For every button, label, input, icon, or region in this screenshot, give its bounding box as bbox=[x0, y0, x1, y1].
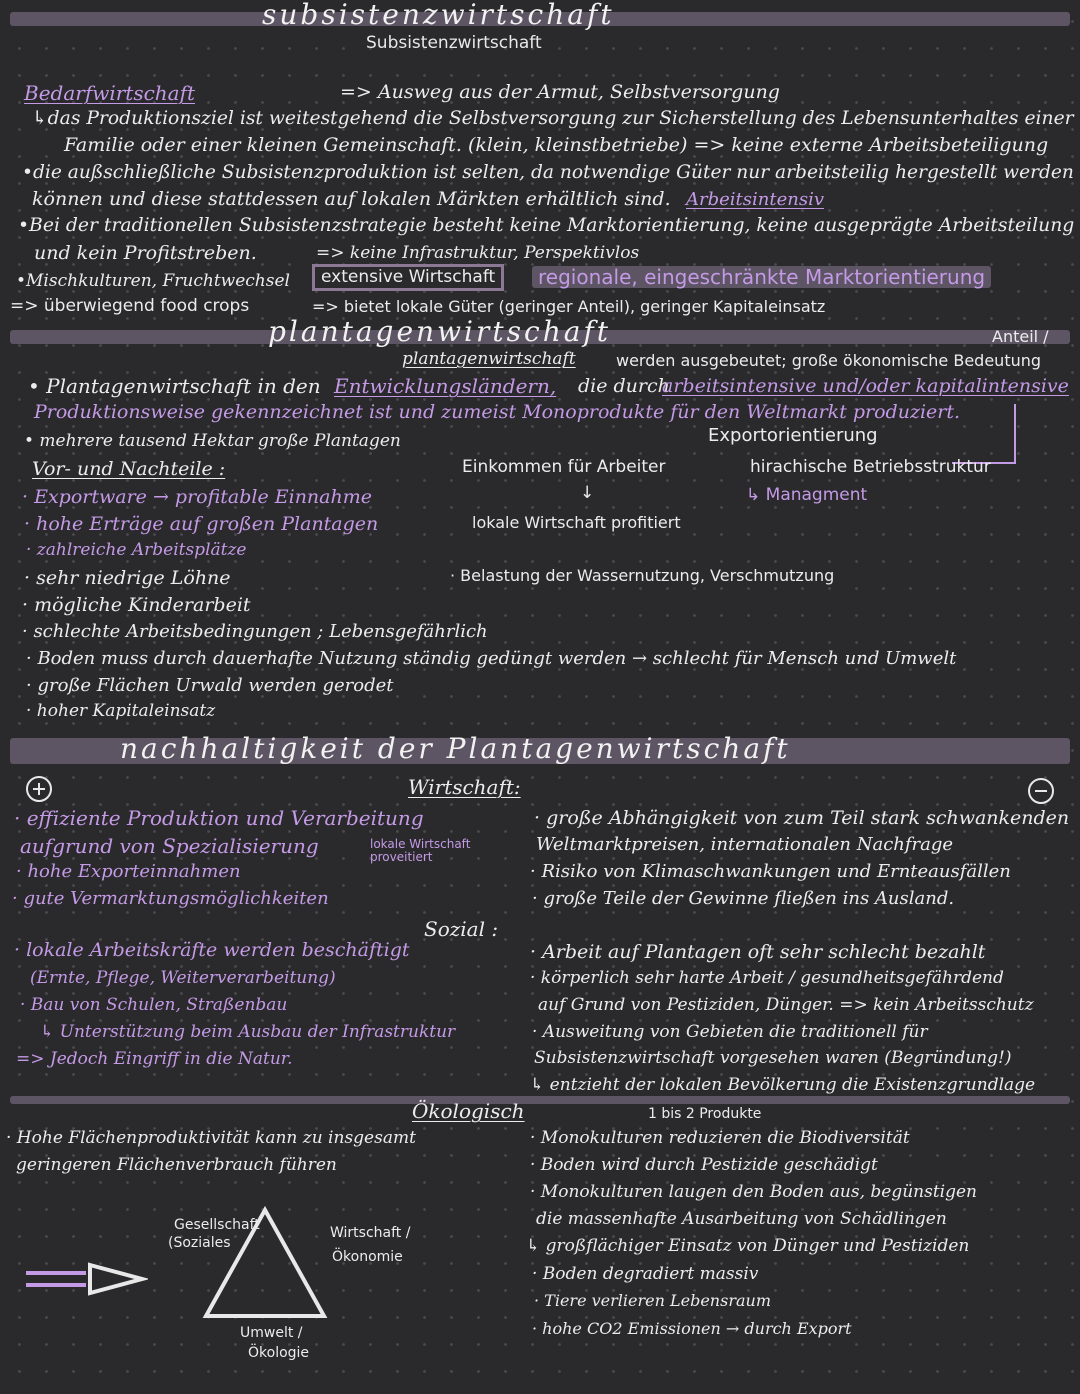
note-line: => Jedoch Eingriff in die Natur. bbox=[16, 1049, 293, 1069]
minus-circle-icon bbox=[1028, 778, 1054, 804]
note-line: => keine Infrastruktur, Perspektivlos bbox=[316, 243, 640, 263]
note-line: => bietet lokale Güter (geringer Anteil), geringer Kapitaleinsatz bbox=[312, 297, 826, 316]
category-wirtschaft: Wirtschaft: bbox=[408, 775, 521, 799]
note-line: · sehr niedrige Löhne bbox=[24, 567, 231, 589]
section-band-oekologisch bbox=[10, 1096, 1070, 1104]
note-line: · hohe Exporteinnahmen bbox=[16, 861, 241, 882]
note-line: die massenhafte Ausarbeitung von Schädlingen bbox=[536, 1209, 947, 1229]
heading-vor-nachteile: Vor- und Nachteile : bbox=[32, 458, 226, 480]
term-extensive-wirtschaft: extensive Wirtschaft bbox=[312, 264, 504, 291]
section-heading-nachhaltigkeit: nachhaltigkeit der Plantagenwirtschaft bbox=[120, 732, 791, 765]
note-line: Produktionsweise gekennzeichnet ist und zumeist Monoprodukte für den Weltmarkt produziert. bbox=[34, 401, 961, 423]
note-line: Subsistenzwirtschaft vorgesehen waren (Begründung!) bbox=[534, 1048, 1012, 1068]
note-line: · lokale Arbeitskräfte werden beschäftigt bbox=[14, 939, 410, 961]
note-line: •die außschließliche Subsistenzproduktion ist selten, da notwendige Güter nur arbeitsteilig hergestellt werden bbox=[22, 161, 1074, 183]
note-line: · mögliche Kinderarbeit bbox=[22, 594, 251, 616]
note-line: Familie oder einer kleinen Gemeinschaft. (klein, kleinstbetriebe) => keine externe Arbeitsbeteiligung bbox=[64, 134, 1049, 156]
note-line: · Boden muss durch dauerhafte Nutzung ständig gedüngt werden → schlecht für Mensch und Umwelt bbox=[26, 648, 957, 669]
triangle-label-gesellschaft: Gesellschaft bbox=[174, 1217, 260, 1233]
term-arbeitsintensive: arbeitsintensive und/oder kapitalintensive bbox=[662, 375, 1069, 397]
note-line: (Ernte, Pflege, Weiterverarbeitung) bbox=[30, 968, 336, 988]
term-arbeitsintensiv: Arbeitsintensiv bbox=[686, 189, 824, 210]
note-line: · Arbeit auf Plantagen oft sehr schlecht bezahlt bbox=[530, 941, 986, 963]
note-line: lokale Wirtschaft bbox=[370, 837, 471, 851]
note-line: · große Teile der Gewinne fließen ins Ausland. bbox=[532, 888, 955, 909]
note-line: · hohe CO2 Emissionen → durch Export bbox=[532, 1319, 852, 1338]
note-line: hirachische Betriebsstruktur bbox=[750, 457, 991, 477]
note-line: werden ausgebeutet; große ökonomische Bedeutung bbox=[616, 351, 1042, 370]
note-line: Weltmarktpreisen, internationalen Nachfrage bbox=[536, 834, 954, 855]
note-line: => Ausweg aus der Armut, Selbstversorgung bbox=[340, 81, 780, 103]
note-line: • mehrere tausend Hektar große Plantagen bbox=[24, 431, 401, 451]
note-line: · zahlreiche Arbeitsplätze bbox=[26, 540, 247, 560]
note-line: · große Flächen Urwald werden gerodet bbox=[26, 675, 394, 696]
note-line: ↳ entzieht der lokalen Bevölkerung die Existenzgrundlage bbox=[530, 1075, 1036, 1095]
note-line: Einkommen für Arbeiter bbox=[462, 457, 666, 477]
term-bedarfwirtschaft: Bedarfwirtschaft bbox=[24, 81, 196, 105]
note-line: · Ausweitung von Gebieten die traditionell für bbox=[532, 1022, 928, 1042]
note-line: · Monokulturen reduzieren die Biodiversität bbox=[530, 1128, 910, 1148]
note-line: · Hohe Flächenproduktivität kann zu insgesamt bbox=[6, 1128, 416, 1148]
note-line: · Bau von Schulen, Straßenbau bbox=[20, 995, 288, 1015]
note-line: die durch bbox=[578, 375, 670, 397]
note-line: lokale Wirtschaft profitiert bbox=[472, 513, 681, 532]
note-line: geringeren Flächenverbrauch führen bbox=[16, 1155, 337, 1175]
triangle-label-oekologie: Ökologie bbox=[248, 1345, 310, 1361]
export-bracket bbox=[952, 404, 1016, 464]
triangle-label-oekonomie: Ökonomie bbox=[332, 1249, 403, 1265]
note-line: · Boden wird durch Pestizide geschädigt bbox=[530, 1155, 878, 1175]
section-subheading-plantagen: plantagenwirtschaft bbox=[402, 349, 576, 369]
section-heading-subsistenz: subsistenzwirtschaft bbox=[262, 0, 615, 31]
note-line: · hohe Erträge auf großen Plantagen bbox=[24, 513, 379, 535]
note-line: ↳das Produktionsziel ist weitestgehend die Selbstversorgung zur Sicherstellung des Lebensunterhaltes einer bbox=[32, 107, 1074, 129]
note-line: · Exportware → profitable Einnahme bbox=[22, 486, 372, 508]
note-line: •Bei der traditionellen Subsistenzstrategie besteht keine Marktorientierung, keine ausgeprägte Arbeitsteilung bbox=[18, 214, 1075, 236]
note-line: · Boden degradiert massiv bbox=[532, 1264, 759, 1284]
note-line: ↳ großflächiger Einsatz von Dünger und Pestiziden bbox=[526, 1236, 970, 1256]
note-line: und kein Profitstreben. bbox=[34, 242, 257, 264]
plus-circle-icon bbox=[26, 776, 52, 802]
note-line: · Belastung der Wassernutzung, Verschmutzung bbox=[450, 566, 835, 585]
note-line: · hoher Kapitaleinsatz bbox=[26, 701, 216, 721]
note-anteil: Anteil / bbox=[992, 327, 1049, 346]
note-line: => überwiegend food crops bbox=[10, 296, 250, 316]
note-line: Exportorientierung bbox=[708, 425, 878, 446]
note-line: · gute Vermarktungsmöglichkeiten bbox=[12, 888, 329, 909]
note-line: · Risiko von Klimaschwankungen und Ernteausfällen bbox=[530, 861, 1011, 882]
note-line: aufgrund von Spezialisierung bbox=[20, 834, 319, 858]
section-heading-plantagen: plantagenwirtschaft bbox=[268, 315, 612, 348]
note-line: · körperlich sehr harte Arbeit / gesundheitsgefährdend bbox=[530, 968, 1004, 988]
note-line: · Tiere verlieren Lebensraum bbox=[534, 1291, 771, 1310]
note-line: können und diese stattdessen auf lokalen Märkten erhältlich sind. bbox=[32, 188, 671, 210]
triangle-label-umwelt: Umwelt / bbox=[240, 1325, 303, 1341]
term-regionale-markt: regionale, eingeschränkte Marktorientierung bbox=[532, 266, 991, 288]
category-oekologisch: Ökologisch bbox=[412, 1099, 525, 1123]
note-line: 1 bis 2 Produkte bbox=[648, 1106, 762, 1122]
note-line: ↳ Managment bbox=[746, 485, 868, 505]
triangle-label-wirtschaft: Wirtschaft / bbox=[330, 1225, 411, 1241]
category-sozial: Sozial : bbox=[424, 917, 499, 941]
note-line: •Mischkulturen, Fruchtwechsel bbox=[16, 271, 290, 291]
triangle-label-soziales: (Soziales bbox=[168, 1235, 231, 1251]
note-line: · Monokulturen laugen den Boden aus, begünstigen bbox=[530, 1182, 977, 1202]
note-line: · schlechte Arbeitsbedingungen ; Lebensgefährlich bbox=[22, 621, 488, 642]
note-line: auf Grund von Pestiziden, Dünger. => kein Arbeitsschutz bbox=[538, 995, 1034, 1015]
note-line: · effiziente Produktion und Verarbeitung bbox=[14, 806, 424, 830]
note-line: proveitiert bbox=[370, 850, 433, 864]
section-subheading-subsistenz: Subsistenzwirtschaft bbox=[366, 33, 542, 53]
term-entwicklungslaender: Entwicklungsländern, bbox=[334, 374, 557, 398]
note-line: ↳ Unterstützung beim Ausbau der Infrastruktur bbox=[40, 1022, 456, 1042]
arrow-down-icon: ↓ bbox=[580, 483, 595, 503]
note-line: · große Abhängigkeit von zum Teil stark schwankenden bbox=[534, 807, 1070, 829]
arrow-right-icon bbox=[24, 1262, 148, 1296]
note-line: • Plantagenwirtschaft in den bbox=[28, 374, 321, 398]
